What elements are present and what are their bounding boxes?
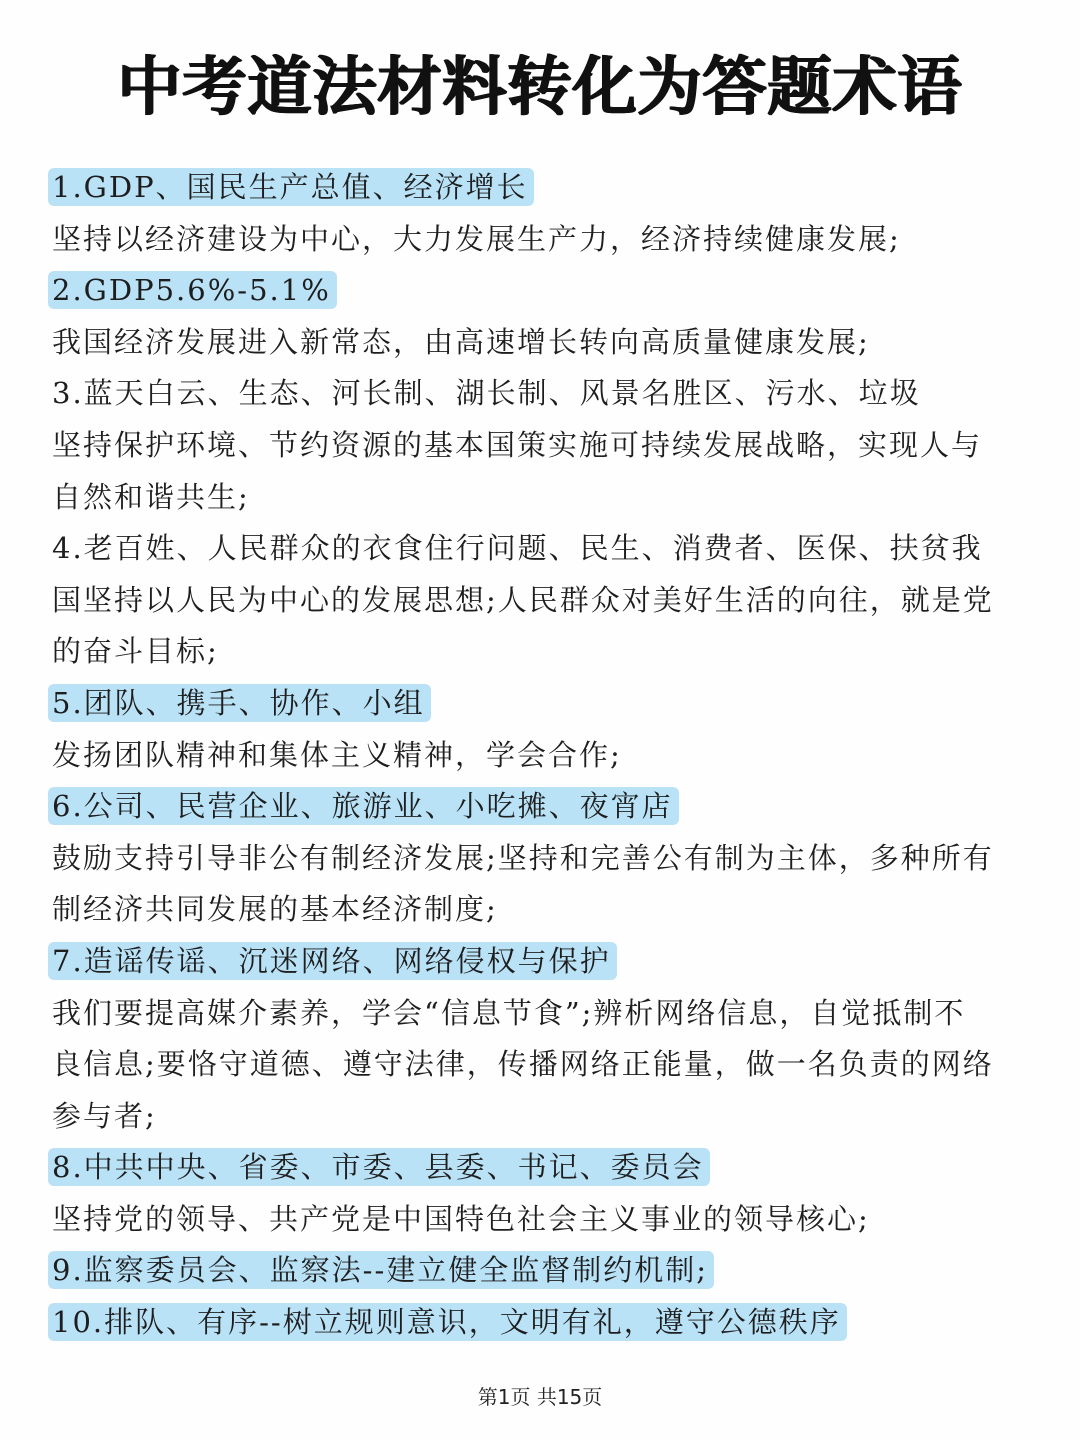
list-item-answer: 鼓励支持引导非公有制经济发展;坚持和完善公有制为主体，多种所有	[52, 840, 994, 875]
terms-list	[52, 162, 1037, 1349]
highlighted-heading: 6.公司、民营企业、旅游业、小吃摊、夜宵店	[48, 787, 679, 825]
list-item-heading	[52, 678, 1037, 730]
list-item-heading	[52, 265, 1037, 317]
list-item-answer: 发扬团队精神和集体主义精神，学会合作;	[52, 737, 622, 772]
list-item-heading: 3.蓝天白云、生态、河长制、湖长制、风景名胜区、污水、垃圾	[52, 376, 921, 411]
highlighted-heading: 7.造谣传谣、沉迷网络、网络侵权与保护	[48, 942, 617, 980]
list-item-heading: 4.老百姓、人民群众的衣食住行问题、民生、消费者、医保、扶贫我	[52, 531, 983, 566]
list-item-heading	[52, 936, 1037, 988]
list-item-answer: 国坚持以人民为中心的发展思想;人民群众对美好生活的向往，就是党	[52, 582, 994, 617]
highlighted-heading: 8.中共中央、省委、市委、县委、书记、委员会	[48, 1148, 710, 1186]
list-item-answer: 的奋斗目标;	[52, 634, 219, 669]
highlighted-heading: 5.团队、携手、协作、小组	[48, 684, 431, 722]
highlighted-heading: 9.监察委员会、监察法--建立健全监督制约机制;	[48, 1251, 714, 1289]
list-item-answer: 参与者;	[52, 1098, 157, 1133]
list-item-answer: 坚持以经济建设为中心，大力发展生产力，经济持续健康发展;	[52, 221, 901, 256]
highlighted-heading: 2.GDP5.6%-5.1%	[48, 271, 337, 309]
list-item-heading	[52, 781, 1037, 833]
list-item-answer: 坚持党的领导、共产党是中国特色社会主义事业的领导核心;	[52, 1201, 870, 1236]
list-item-heading	[52, 1142, 1037, 1194]
highlighted-heading: 1.GDP、国民生产总值、经济增长	[48, 168, 534, 206]
list-item-heading	[52, 1297, 1037, 1349]
page-title: 中考道法材料转化为答题术语	[117, 51, 963, 125]
list-item-heading	[52, 162, 1037, 214]
list-item-heading	[52, 1245, 1037, 1297]
list-item-answer: 良信息;要恪守道德、遵守法律，传播网络正能量，做一名负责的网络	[52, 1047, 994, 1082]
list-item-answer: 自然和谐共生;	[52, 479, 250, 514]
page-indicator: 第1页 共15页	[477, 1385, 603, 1409]
list-item-answer: 制经济共同发展的基本经济制度;	[52, 892, 498, 927]
list-item-answer: 我们要提高媒介素养，学会“信息节食”;辨析网络信息，自觉抵制不	[52, 995, 966, 1030]
list-item-answer: 我国经济发展进入新常态，由高速增长转向高质量健康发展;	[52, 324, 870, 359]
highlighted-heading: 10.排队、有序--树立规则意识，文明有礼，遵守公德秩序	[48, 1303, 847, 1341]
list-item-answer: 坚持保护环境、节约资源的基本国策实施可持续发展战略，实现人与	[52, 427, 983, 462]
